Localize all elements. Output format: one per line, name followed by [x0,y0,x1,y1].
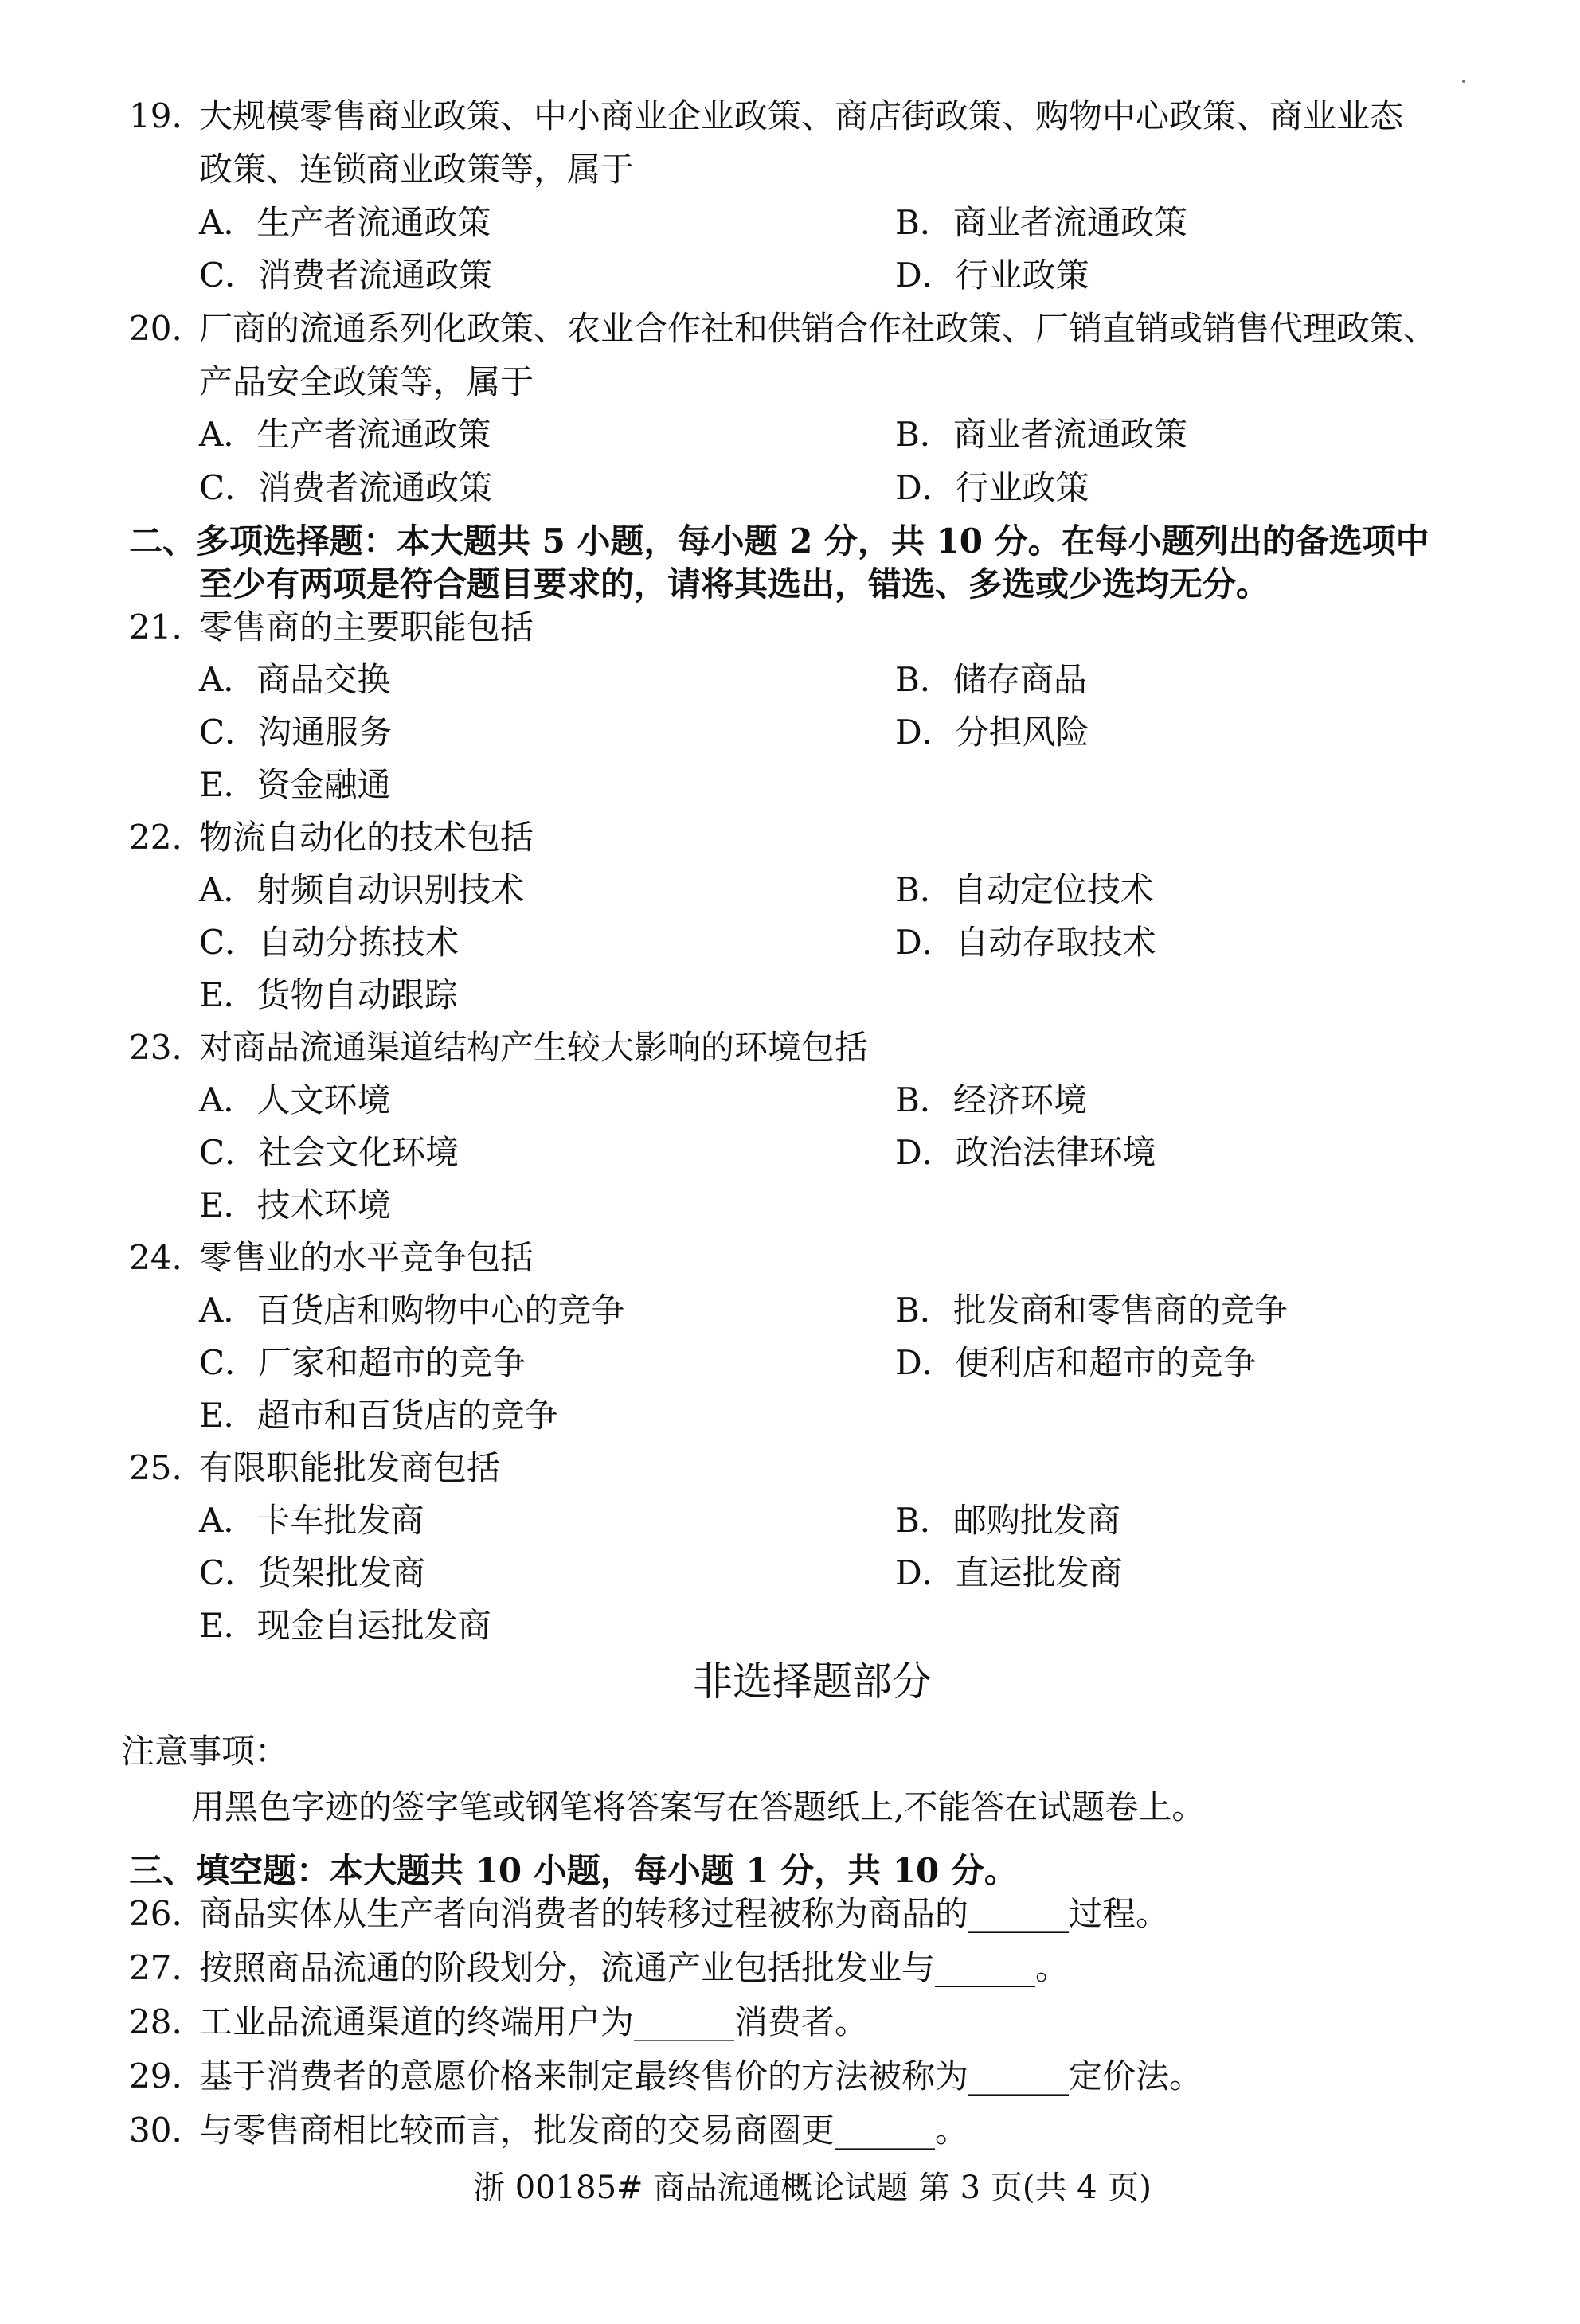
notice-heading: 注意事项： [121,1732,289,1771]
option-e: E．超市和百货店的竞争 [199,1396,558,1435]
question-number: 21. [129,607,182,646]
question-30 [129,2108,968,2153]
question-stem: 基于消费者的意愿价格来制定最终售价的方法被称为______定价法。 [199,2056,1203,2096]
question-stem: 有限职能批发商包括 [199,1448,501,1487]
scan-speck [1462,80,1465,83]
section-2-heading: 二、多项选择题：本大题共 5 小题，每小题 2 分，共 10 分。在每小题列出的备选项中 [129,521,1429,560]
part-title: 非选择题部分 [693,1658,932,1705]
question-stem: 零售商的主要职能包括 [199,607,534,646]
question-number: 19. [129,96,182,135]
notice-text: 用黑色字迹的签字笔或钢笔将答案写在答题纸上,不能答在试题卷上。 [191,1787,1206,1826]
question-stem-continued: 产品安全政策等，属于 [199,362,534,401]
section-3-heading: 三、填空题：本大题共 10 小题，每小题 1 分，共 10 分。 [129,1851,1018,1890]
question-24 [129,1236,534,1280]
question-stem: 物流自动化的技术包括 [199,818,534,857]
question-26 [129,1892,1169,1936]
question-stem: 商品实体从生产者向消费者的转移过程被称为商品的______过程。 [199,1894,1170,1933]
option-a: A．射频自动识别技术 [199,870,525,909]
question-stem: 大规模零售商业政策、中小商业企业政策、商店街政策、购物中心政策、商业业态 [199,96,1404,135]
question-number: 24. [129,1238,182,1277]
option-b: B．自动定位技术 [895,870,1154,909]
option-a: A．商品交换 [199,660,391,699]
option-c: C．社会文化环境 [199,1133,460,1172]
question-20 [129,307,1437,351]
option-d: D．便利店和超市的竞争 [895,1343,1257,1382]
section-2-instructions: 至少有两项是符合题目要求的，请将其选出，错选、多选或少选均无分。 [199,564,1270,603]
option-d: D．直运批发商 [895,1553,1123,1592]
option-b: B．商业者流通政策 [895,203,1187,242]
option-c: C．厂家和超市的竞争 [199,1343,526,1382]
question-stem: 与零售商相比较而言，批发商的交易商圈更______。 [199,2111,969,2150]
question-25 [129,1446,500,1490]
option-b: B．经济环境 [895,1080,1087,1119]
question-stem: 按照商品流通的阶段划分，流通产业包括批发业与______。 [199,1948,1070,1987]
option-d: D．行业政策 [895,468,1089,507]
question-stem: 零售业的水平竞争包括 [199,1238,534,1277]
question-stem: 对商品流通渠道结构产生较大影响的环境包括 [199,1028,869,1067]
option-b: B．商业者流通政策 [895,415,1187,454]
option-d: D．行业政策 [895,256,1089,295]
question-number: 25. [129,1448,182,1487]
option-b: B．邮购批发商 [895,1501,1120,1540]
option-e: E．资金融通 [199,765,391,804]
option-a: A．人文环境 [199,1080,391,1119]
question-stem: 厂商的流通系列化政策、农业合作社和供销合作社政策、厂销直销或销售代理政策、 [199,309,1437,348]
option-c: C．自动分拣技术 [199,923,460,962]
option-d: D．政治法律环境 [895,1133,1156,1172]
question-28 [129,2000,868,2045]
option-b: B．批发商和零售商的竞争 [895,1291,1288,1330]
option-e: E．货物自动跟踪 [199,975,458,1014]
option-d: D．自动存取技术 [895,923,1156,962]
option-a: A．百货店和购物中心的竞争 [199,1291,625,1330]
question-stem-continued: 政策、连锁商业政策等，属于 [199,150,635,189]
option-c: C．消费者流通政策 [199,256,493,295]
question-21 [129,605,534,650]
option-a: A．生产者流通政策 [199,203,491,242]
question-number: 27. [129,1948,182,1987]
option-e: E．技术环境 [199,1185,391,1224]
question-number: 28. [129,2002,182,2041]
question-19 [129,94,1403,139]
question-number: 26. [129,1894,182,1933]
question-number: 29. [129,2056,182,2096]
question-number: 23. [129,1028,182,1067]
option-b: B．储存商品 [895,660,1087,699]
option-c: C．货架批发商 [199,1553,426,1592]
question-number: 20. [129,309,182,348]
option-c: C．沟通服务 [199,713,393,752]
option-e: E．现金自运批发商 [199,1606,491,1645]
question-22 [129,815,534,860]
option-a: A．卡车批发商 [199,1501,424,1540]
question-23 [129,1025,868,1070]
page-footer: 浙 00185# 商品流通概论试题 第 3 页(共 4 页) [473,2170,1152,2206]
question-number: 22. [129,818,182,857]
question-stem: 工业品流通渠道的终端用户为______消费者。 [199,2002,869,2041]
question-number: 30. [129,2111,182,2150]
question-29 [129,2054,1203,2099]
question-27 [129,1946,1069,1990]
option-a: A．生产者流通政策 [199,415,491,454]
option-c: C．消费者流通政策 [199,468,493,507]
option-d: D．分担风险 [895,713,1089,752]
